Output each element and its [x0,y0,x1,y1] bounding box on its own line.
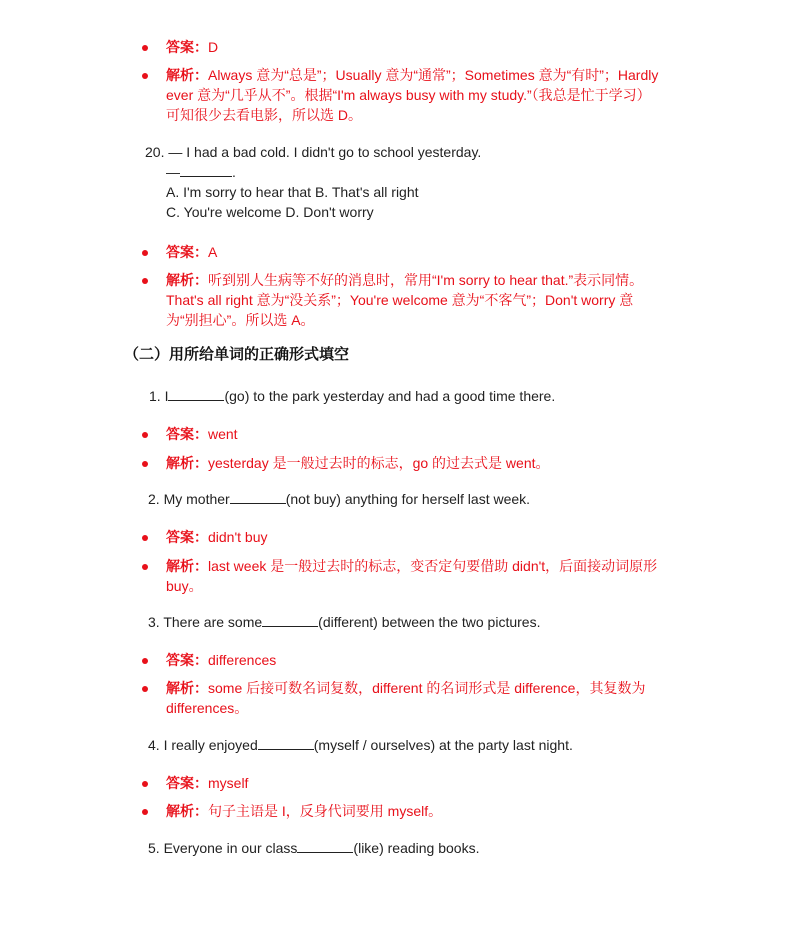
bullet-icon [142,686,148,692]
answer-line [166,650,276,670]
analysis-text: last week 是一般过去时的标志，变否定句要借助 didn't，后面接动词原形 [208,558,658,574]
fill-question [149,386,555,406]
fill-question [148,612,540,632]
bullet-icon [142,781,148,787]
answer-blank [297,840,353,853]
answer-line [166,527,268,547]
question-number: 5. [148,840,160,856]
analysis-text: 为“别担心”。所以选 A。 [166,312,315,328]
answer-line [166,242,217,262]
analysis-text: 听到别人生病等不好的消息时，常用“I'm sorry to hear that.”表示同情。 [208,272,644,288]
bullet-icon [142,658,148,664]
bullet-icon [142,809,148,815]
fill-question [148,489,530,509]
fill-question [148,838,479,858]
analysis-label: 解析： [166,455,208,471]
question-text: — I had a bad cold. I didn't go to school yesterday. [168,144,482,160]
analysis-label: 解析： [166,558,208,574]
analysis-text: 可知很少去看电影，所以选 D。 [166,107,362,123]
answer-value: went [208,426,238,442]
question-text-before: There are some [163,614,263,630]
question-text-after: (different) between the two pictures. [318,614,541,630]
analysis-text: some 后接可数名词复数，different 的名词形式是 difference，其复数为 [208,680,646,696]
analysis-label: 解析： [166,803,208,819]
answer-value: A [208,244,218,260]
answer-label: 答案： [166,529,208,545]
analysis-line [166,270,643,290]
reply-period: . [232,164,236,180]
bullet-icon [142,278,148,284]
analysis-line [166,678,645,698]
options-line: A. I'm sorry to hear that B. That's all right [166,184,419,200]
analysis-label: 解析： [166,67,208,83]
analysis-line [166,65,658,85]
question-text-before: I [164,388,169,404]
analysis-text: ever 意为“几乎从不”。根据“I'm always busy with my study.”（我总是忙于学习） [166,87,651,103]
bullet-icon [142,73,148,79]
analysis-text: Always 意为“总是”；Usually 意为“通常”；Sometimes 意为“有时”；Hardly [208,67,659,83]
question-number: 3. [148,614,160,630]
answer-label: 答案： [166,652,208,668]
options-line: C. You're welcome D. Don't worry [166,204,374,220]
answer-value: differences [208,652,277,668]
analysis-line [166,556,657,576]
question-text-before: I really enjoyed [163,737,258,753]
question-text-before: My mother [163,491,230,507]
answer-line [166,37,218,57]
bullet-icon [142,250,148,256]
question-number: 4. [148,737,160,753]
question-text-after: (like) reading books. [353,840,480,856]
answer-value: D [208,39,219,55]
bullet-icon [142,461,148,467]
answer-line [166,773,248,793]
answer-value: didn't buy [208,529,268,545]
bullet-icon [142,535,148,541]
answer-blank [168,388,224,401]
answer-blank [262,614,318,627]
section-title: （二）用所给单词的正确形式填空 [124,346,350,363]
analysis-text: That's all right 意为“没关系”；You're welcome 意为“不客气”；Don't worry 意 [166,292,634,308]
reply-dash: — [166,164,180,180]
answer-blank [230,491,286,504]
analysis-text: 句子主语是 I，反身代词要用 myself。 [208,803,443,819]
answer-label: 答案： [166,244,208,260]
answer-label: 答案： [166,775,208,791]
answer-label: 答案： [166,426,208,442]
question-20 [145,142,481,162]
bullet-icon [142,45,148,51]
analysis-label: 解析： [166,272,208,288]
bullet-icon [142,564,148,570]
fill-question [148,735,573,755]
answer-blank [258,737,314,750]
question-text-after: (go) to the park yesterday and had a good time there. [224,388,556,404]
answer-line [166,424,238,444]
question-text-after: (myself / ourselves) at the party last night. [313,737,573,753]
bullet-icon [142,432,148,438]
question-number: 1. [149,388,161,404]
answer-label: 答案： [166,39,208,55]
question-number: 2. [148,491,160,507]
analysis-line [166,801,442,821]
question-number: 20. [145,144,165,160]
question-text-after: (not buy) anything for herself last week. [285,491,531,507]
answer-blank [180,164,232,177]
reply-line [166,162,236,182]
answer-value: myself [208,775,249,791]
analysis-label: 解析： [166,680,208,696]
question-text-before: Everyone in our class [163,840,298,856]
analysis-line [166,453,550,473]
analysis-text: buy。 [166,578,203,594]
analysis-text: differences。 [166,700,249,716]
analysis-text: yesterday 是一般过去时的标志，go 的过去式是 went。 [208,455,550,471]
